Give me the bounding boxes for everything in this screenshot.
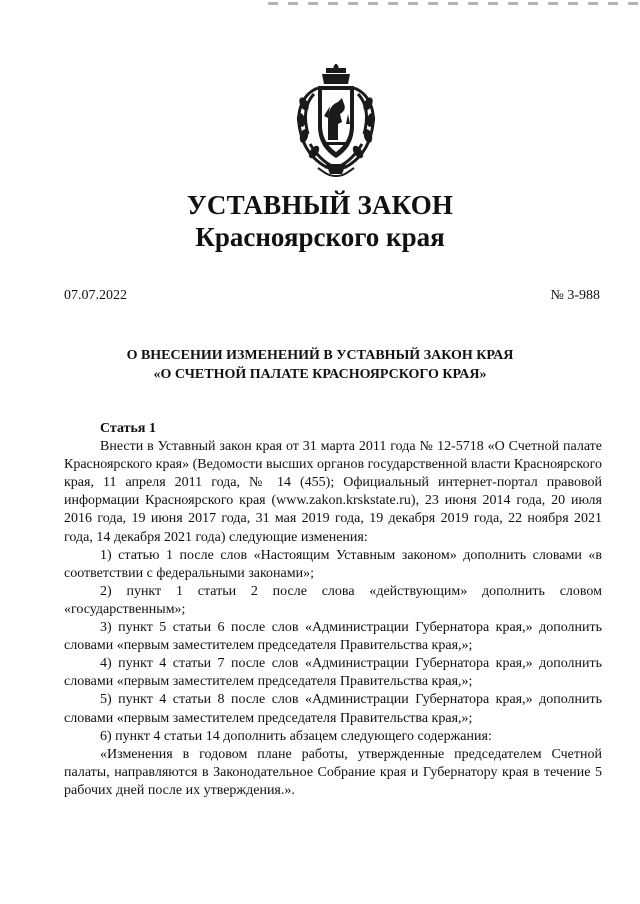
scan-edge-artifact bbox=[268, 2, 640, 5]
article-paragraph-item-4: 4) пункт 4 статьи 7 после слов «Администрации Губернатора края,» дополнить словами «первым заместителем председателя Правительства края,»; bbox=[64, 656, 602, 690]
document-number: № 3-988 bbox=[550, 288, 600, 303]
law-body bbox=[64, 420, 602, 800]
article-paragraph-item-2: 2) пункт 1 статьи 2 после слова «действующим» дополнить словом «государственным»; bbox=[64, 583, 602, 617]
law-region-heading: Красноярского края bbox=[195, 222, 445, 252]
law-title-line-2: «О СЧЕТНОЙ ПАЛАТЕ КРАСНОЯРСКОГО КРАЯ» bbox=[153, 367, 487, 382]
article-paragraph-item-3: 3) пункт 5 статьи 6 после слов «Администрации Губернатора края,» дополнить словами «первым заместителем председателя Правительства края,»; bbox=[64, 620, 602, 654]
document-date: 07.07.2022 bbox=[64, 288, 127, 303]
law-type-heading: УСТАВНЫЙ ЗАКОН bbox=[186, 190, 454, 220]
article-paragraph-item-6: 6) пункт 4 статьи 14 дополнить абзацем следующего содержания: bbox=[100, 728, 492, 744]
article-paragraph-quote: «Изменения в годовом плане работы, утвержденные председателем Счетной палаты, направляются в Законодательное Собрание края и Губернатору края в течение 5 рабочих дней после их утверждения.». bbox=[64, 746, 602, 798]
coat-of-arms-icon bbox=[288, 64, 384, 180]
article-heading: Статья 1 bbox=[100, 421, 156, 436]
article-paragraph-item-5: 5) пункт 4 статьи 8 после слов «Администрации Губернатора края,» дополнить словами «первым заместителем председателя Правительства края,»; bbox=[64, 692, 602, 726]
law-title-line-1: О ВНЕСЕНИИ ИЗМЕНЕНИЙ В УСТАВНЫЙ ЗАКОН КРАЯ bbox=[126, 348, 514, 363]
article-paragraph-intro: Внести в Уставный закон края от 31 марта 2011 года № 12-5718 «О Счетной палате Красноярского края» (Ведомости высших органов государственной власти Красноярского края, 11 апреля 2011 года, № 14 (455); Официальный интернет-портал правовой информации Красноярского края (www.zakon.krskstate.ru), 23 июня 2014 года, 20 июля 2016 года, 19 июня 2017 года, 31 мая 2019 года, 19 декабря 2019 года, 22 ноября 2021 года, 14 декабря 2021 года) следующие изменения: bbox=[64, 439, 602, 545]
law-title bbox=[0, 346, 640, 384]
article-paragraph-item-1: 1) статью 1 после слов «Настоящим Уставным законом» дополнить словами «в соответствии с федеральными законами»; bbox=[64, 547, 602, 581]
